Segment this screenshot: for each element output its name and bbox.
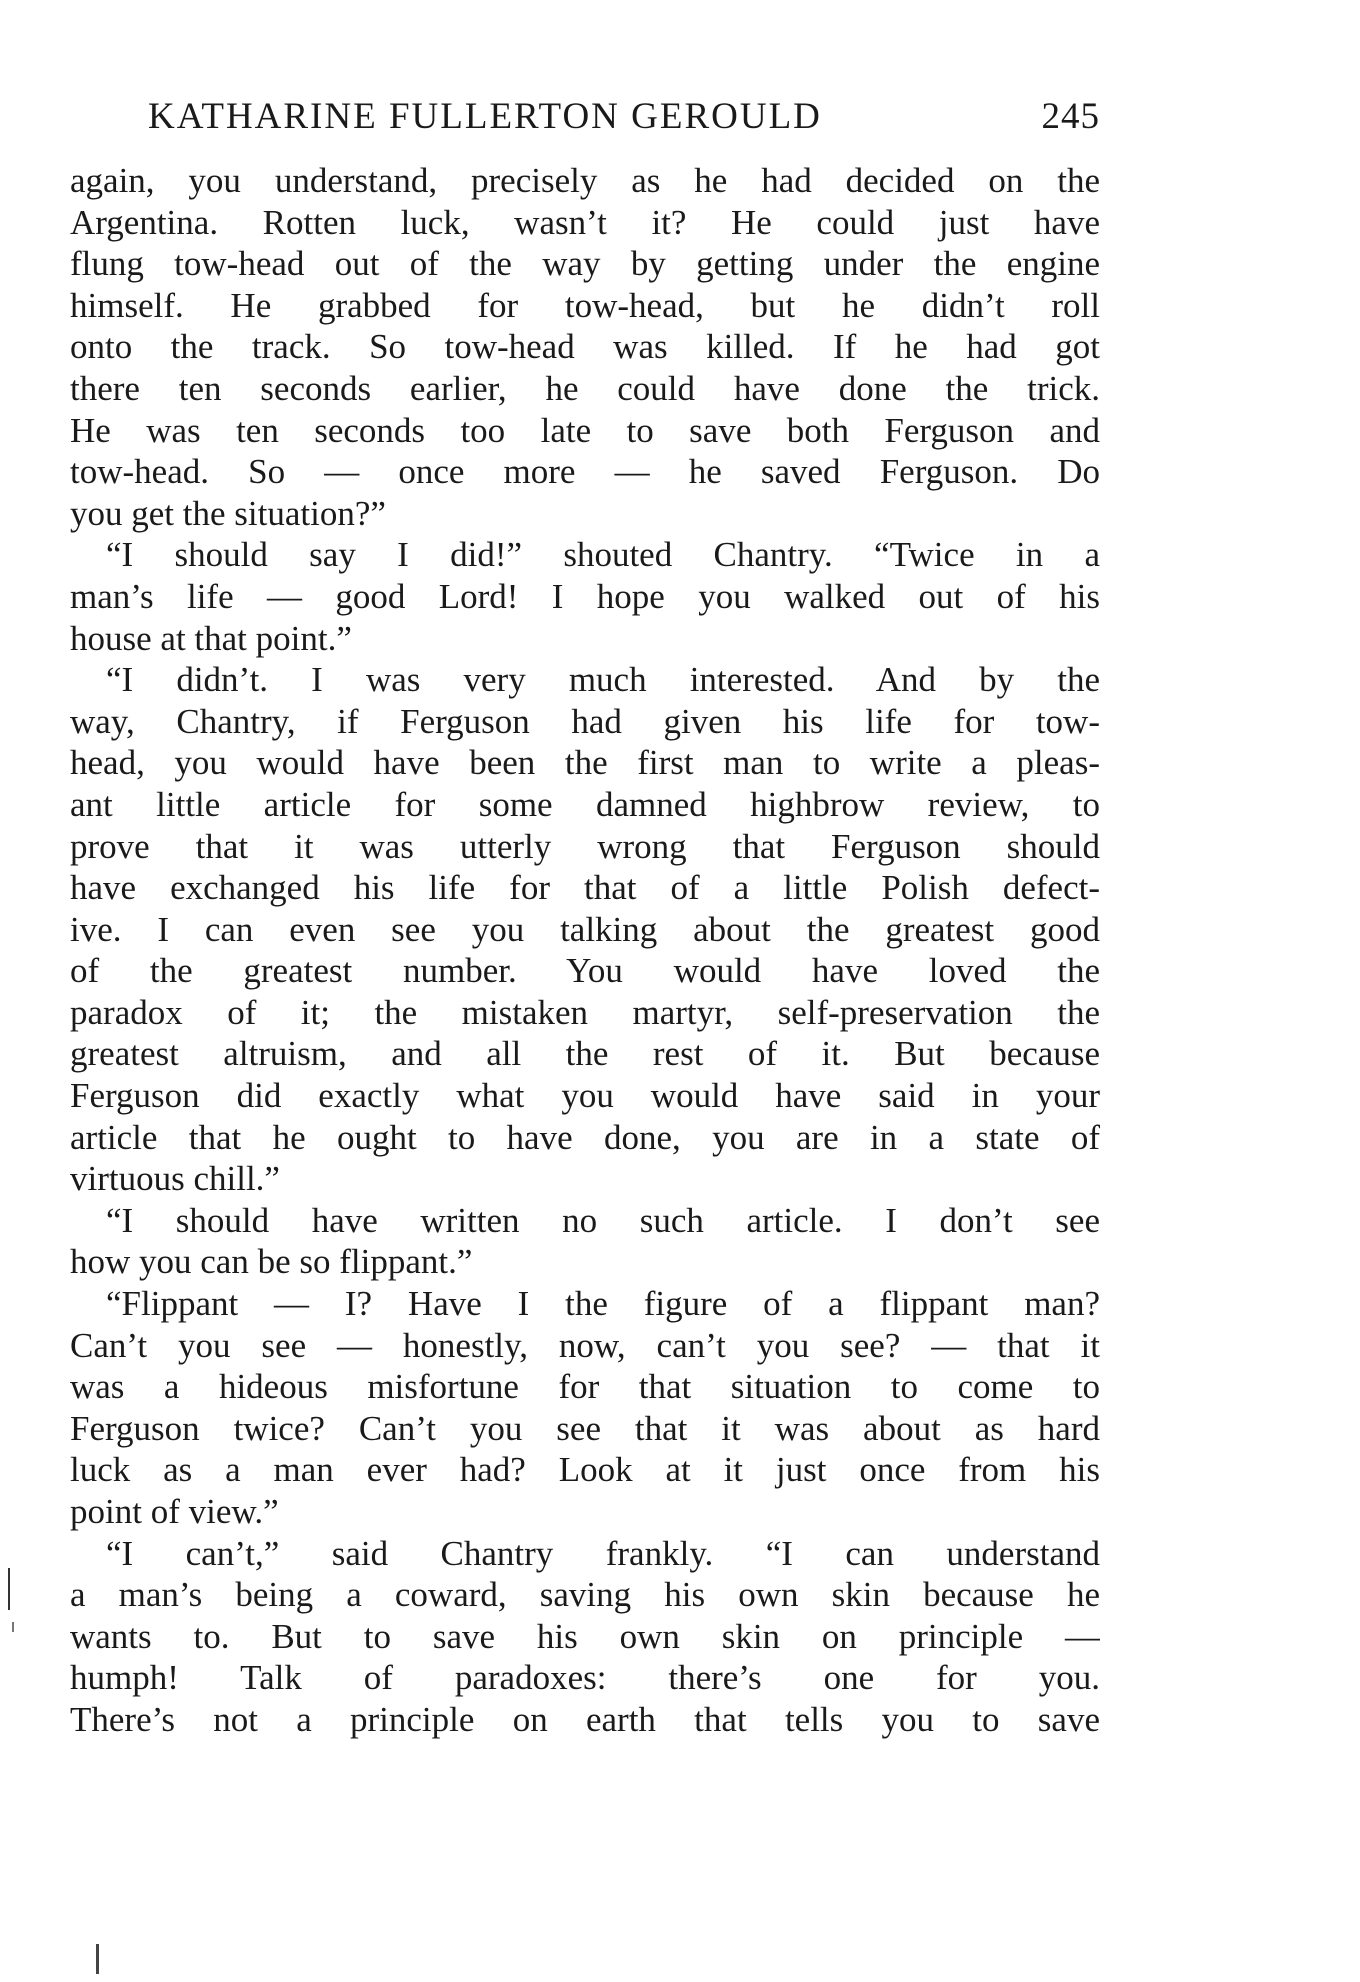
text-line: again, you understand, precisely as he had decided on the [70,161,1100,200]
text-line: prove that it was utterly wrong that Ferguson should [70,826,1100,866]
text-line: He was ten seconds too late to save both Ferguson and [70,410,1100,450]
text-line: house at that point.” [70,618,352,658]
text-line: Ferguson did exactly what you would have said in your [70,1076,1100,1116]
text-line: was a hideous misfortune for that situation to come to [70,1367,1100,1407]
running-head [148,92,1100,142]
margin-mark [12,1622,14,1632]
text-line: Ferguson twice? Can’t you see that it was about as hard [70,1408,1100,1448]
text-line: ive. I can even see you talking about the greatest good [70,909,1100,949]
text-line: flung tow-head out of the way by getting under the engine [70,244,1100,284]
text-line: humph! Talk of paradoxes: there’s one for you. [70,1658,1100,1698]
text-line: “Flippant — I? Have I the figure of a flippant man? [106,1284,1100,1324]
text-line: ant little article for some damned highbrow review, to [70,784,1100,824]
margin-mark [8,1568,10,1610]
text-line: Can’t you see — honestly, now, can’t you see? — that it [70,1325,1100,1365]
text-line: “I didn’t. I was very much interested. And by the [106,660,1100,700]
text-line: himself. He grabbed for tow-head, but he didn’t roll [70,285,1100,325]
text-line: onto the track. So tow-head was killed. If he had got [70,327,1100,367]
text-line: tow-head. So — once more — he saved Ferguson. Do [70,452,1100,492]
text-line: article that he ought to have done, you are in a state of [70,1117,1100,1157]
text-line: you get the situation?” [70,493,386,533]
text-line: “I should have written no such article. I don’t see [106,1200,1100,1240]
body-text [70,160,1100,1741]
text-line: virtuous chill.” [70,1159,280,1199]
text-line: man’s life — good Lord! I hope you walked out of his [70,576,1100,616]
text-line: how you can be so flippant.” [70,1242,473,1282]
text-line: “I can’t,” said Chantry frankly. “I can understand [106,1533,1100,1573]
running-head-title: KATHARINE FULLERTON GEROULD [148,96,822,137]
text-line: way, Chantry, if Ferguson had given his life for tow- [70,701,1100,741]
text-line: point of view.” [70,1492,279,1531]
page-number: 245 [1041,96,1100,137]
text-line: “I should say I did!” shouted Chantry. “Twice in a [106,535,1100,575]
text-line: There’s not a principle on earth that tells you to save [70,1699,1100,1739]
text-line: Argentina. Rotten luck, wasn’t it? He could just have [70,202,1100,242]
text-line: greatest altruism, and all the rest of it. But because [70,1034,1100,1074]
margin-mark [96,1944,99,1974]
text-line: have exchanged his life for that of a little Polish defect- [70,868,1100,908]
text-line: there ten seconds earlier, he could have done the trick. [70,368,1100,408]
text-line: of the greatest number. You would have loved the [70,951,1100,991]
text-line: head, you would have been the first man to write a pleas- [70,743,1100,783]
text-line: luck as a man ever had? Look at it just once from his [70,1450,1100,1490]
text-line: a man’s being a coward, saving his own skin because he [70,1575,1100,1615]
text-line: paradox of it; the mistaken martyr, self-preservation the [70,992,1100,1032]
text-line: wants to. But to save his own skin on principle — [70,1616,1100,1656]
